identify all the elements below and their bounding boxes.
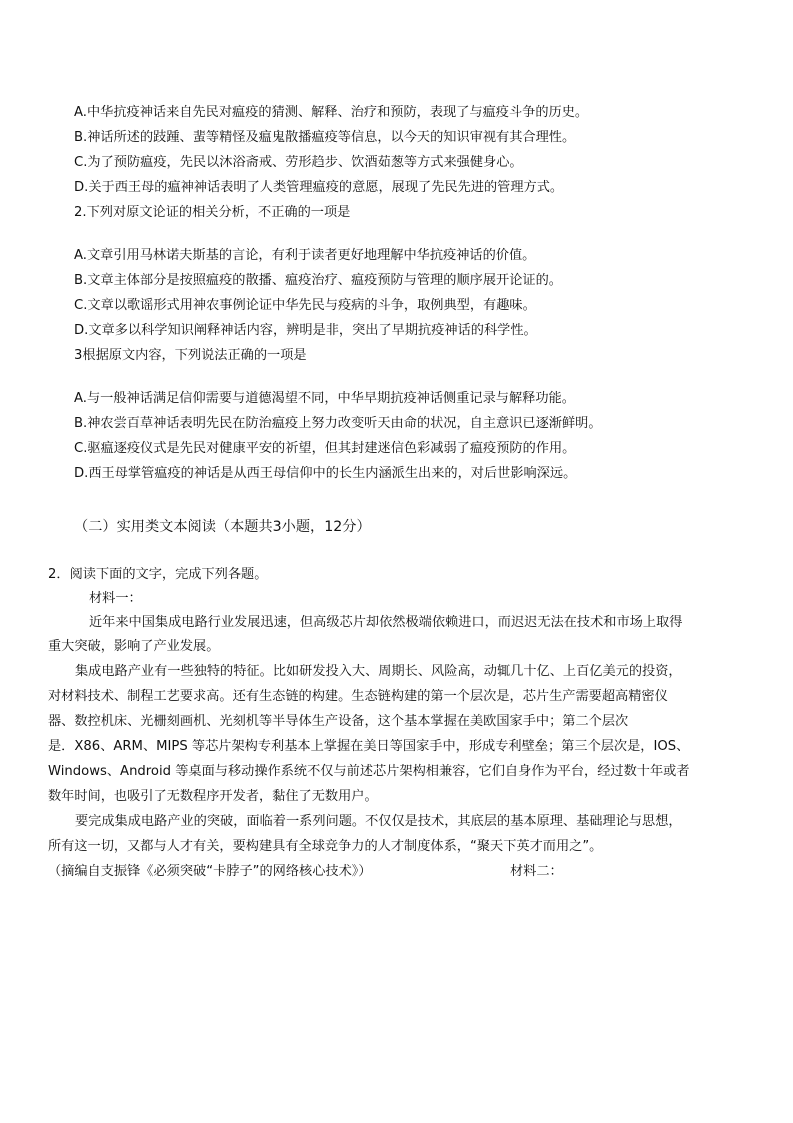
material-2-label: 材料二：	[510, 864, 563, 879]
q3-option-a: A.与一般神话满足信仰需要与道德渴望不同，中华早期抗疫神话侧重记录与解释功能。	[74, 391, 575, 406]
q3-option-c: C.驱瘟逐疫仪式是先民对健康平安的祈望，但其封建迷信色彩减弱了瘟疫预防的作用。	[74, 441, 576, 456]
passage-line: 所有这一切，又都与人才有关，要构建具有全球竞争力的人才制度体系，“聚天下英才而用之”。	[48, 839, 603, 854]
q1-option-c: C.为了预防瘟疫，先民以沐浴斋戒、劳形趋步、饮酒茹葱等方式来强健身心。	[74, 155, 523, 170]
q3-stem: 3根据原文内容，下列说法正确的一项是	[74, 348, 307, 363]
material-1-label: 材料一：	[89, 591, 142, 606]
passage-line: Windows、Android 等桌面与移动操作系统不仅与前述芯片架构相兼容，它们自身作为平台，经过数十年或者	[48, 764, 690, 779]
q3-option-b: B.神农尝百草神话表明先民在防治瘟疫上努力改变听天由命的状况，自主意识已逐渐鲜明。	[74, 416, 602, 431]
section-title: （二）实用类文本阅读（本题共3小题，12分）	[74, 519, 371, 535]
passage-line: 近年来中国集成电路行业发展迅速，但高级芯片却依然极端依赖进口，而迟迟无法在技术和市场上取得	[89, 615, 683, 630]
passage-line: 集成电路产业有一些独特的特征。比如研发投入大、周期长、风险高，动辄几十亿、上百亿美元的投资，	[75, 664, 682, 679]
q2-stem: 2.下列对原文论证的相关分析，不正确的一项是	[74, 205, 351, 220]
passage-line: 重大突破，影响了产业发展。	[48, 639, 220, 654]
q1-option-a: A.中华抗疫神话来自先民对瘟疫的猜测、解释、治疗和预防，表现了与瘟疫斗争的历史。	[74, 105, 589, 120]
read-instruction: 2．阅读下面的文字，完成下列各题。	[48, 567, 268, 582]
passage-line: 要完成集成电路产业的突破，面临着一系列问题。不仅仅是技术，其底层的基本原理、基础理论与思想，	[75, 814, 682, 829]
passage-line: 数年时间，也吸引了无数程序开发者，黏住了无数用户。	[48, 789, 378, 804]
source-note: （摘编自支振锋《必须突破“卡脖子”的网络核心技术》）	[48, 864, 372, 879]
q1-option-b: B.神话所述的跂踵、蜚等精怪及瘟鬼散播瘟疫等信息，以今天的知识审视有其合理性。	[74, 130, 576, 145]
q2-option-c: C.文章以歌谣形式用神农事例论证中华先民与疫病的斗争，取例典型，有趣味。	[74, 298, 536, 313]
q2-option-d: D.文章多以科学知识阐释神话内容，辨明是非，突出了早期抗疫神话的科学性。	[74, 323, 537, 338]
q1-option-d: D.关于西王母的瘟神神话表明了人类管理瘟疫的意愿，展现了先民先进的管理方式。	[74, 180, 564, 195]
passage-line: 器、数控机床、光栅刻画机、光刻机等半导体生产设备，这个基本掌握在美欧国家手中；第二个层次	[48, 714, 629, 729]
q3-option-d: D.西王母掌管瘟疫的神话是从西王母信仰中的长生内涵派生出来的，对后世影响深远。	[74, 466, 577, 481]
q2-option-b: B.文章主体部分是按照瘟疫的散播、瘟疫治疗、瘟疫预防与管理的顺序展开论证的。	[74, 273, 562, 288]
passage-line: 对材料技术、制程工艺要求高。还有生态链的构建。生态链构建的第一个层次是，芯片生产需要超高精密仪	[48, 689, 668, 704]
q2-option-a: A.文章引用马林诺夫斯基的言论，有利于读者更好地理解中华抗疫神话的价值。	[74, 248, 536, 263]
passage-line: 是．X86、ARM、MIPS 等芯片架构专利基本上掌握在美日等国家手中，形成专利壁垒；第三个层次是，IOS、	[48, 739, 690, 754]
